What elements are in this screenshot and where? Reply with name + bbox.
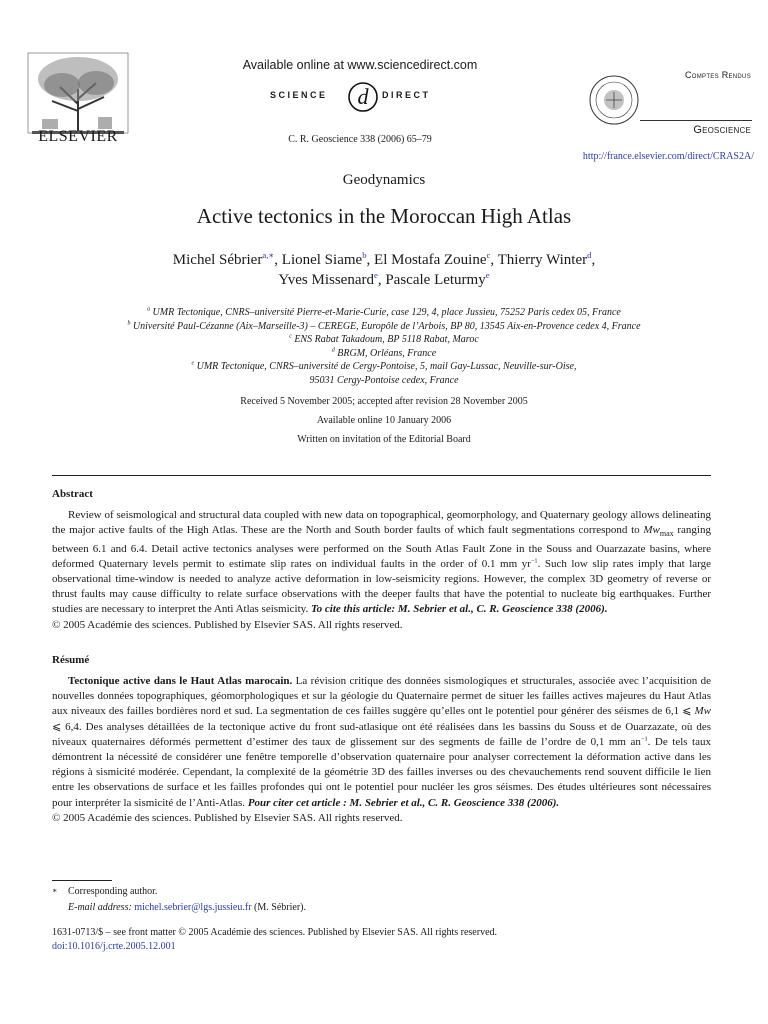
author-name: Lionel Siame [281,252,363,268]
section-label: Geodynamics [342,172,426,188]
author-affiliation-link[interactable]: e [485,270,490,280]
author-name: Yves Missenard [278,272,374,288]
received-dates: Received 5 November 2005; accepted after revision 28 November 2005 [240,396,528,407]
footnote-divider [52,880,112,881]
affiliation-item: 95031 Cergy-Pontoise cedex, France [309,374,459,386]
sciencedirect-at-logo [270,80,460,114]
authors-line-1: Michel Sébrier$^{a,∗}$, Lionel Siame$^b$, El Mostafa Zouine$^c$, Thierry Winter$^d$, [172,250,596,268]
header-divider [52,475,711,476]
affiliation-item: $^e$ UMR Tectonique, CNRS–université de Cergy-Pontoise, 5, mail Gay-Lussac, Neuville-sur-Oise, [191,360,577,372]
affiliation-item: $^c$ ENS Rabat Takadoum, BP 5118 Rabat, Maroc [289,333,479,345]
comptes-rendus-subtitle: Geoscience [693,124,751,136]
email-note: E-mail address: michel.sebrier@lgs.jussieu.fr (M. Sébrier). [68,902,306,913]
svg-text:d: d [357,84,369,109]
resume-title-fr: Tectonique active dans le Haut Atlas marocain. [68,675,293,687]
authors-line-2: Yves Missenard$^e$, Pascale Leturmy$^e$ [278,270,490,288]
abstract-heading: Abstract [52,488,93,500]
author-name: Michel Sébrier [172,252,263,268]
issn-line: 1631-0713/$ – see front matter © 2005 Académie des sciences. Published by Elsevier SAS. All rights reserved. [52,927,498,938]
author-name: El Mostafa Zouine [374,252,487,268]
journal-url-link[interactable]: http://france.elsevier.com/direct/CRAS2A/ [582,151,754,162]
resume-citation: Pour citer cet article : M. Sebrier et al., C. R. Geoscience 338 (2006). [247,796,560,809]
invitation-note: Written on invitation of the Editorial Board [297,434,471,445]
sd-logo-left: SCIENCE [270,90,328,100]
abstract-copyright: © 2005 Académie des sciences. Published by Elsevier SAS. All rights reserved. [52,618,403,631]
article-title: Active tectonics in the Moroccan High Atlas [196,204,572,228]
author-affiliation-link[interactable]: e [373,270,378,280]
corresponding-author-note: ∗ Corresponding author. [52,886,158,897]
abstract-citation: To cite this article: M. Sebrier et al., C. R. Geoscience 338 (2006). [310,603,608,616]
sd-logo-right: DIRECT [382,90,431,100]
author-affiliation-link[interactable]: d [587,250,592,260]
author-affiliation-link[interactable]: c [486,250,491,260]
doi-link[interactable]: doi:10.1016/j.crte.2005.12.001 [52,941,176,952]
resume-body: Tectonique active dans le Haut Atlas marocain. La révision critique des données sismologiques et structurales, associée avec l’acquisition de nouvelles données topographiques, géomorphologiques et sur la géologie du Quaternaire permet de situer les failles actives majeures du Haut Atlas aux niveaux des failles bordières nord et sud. La segmentation de ces failles suggère qu’elles ont le potentiel pour générer des séismes de 6,1 ⩽ Mw ⩽ 6,4. Des analyses détaillées de la tectonique active du front sud-atlasique ont été réalisées dans les bassins du Souss et de Ouarzazate, où des niveaux quaternaires déformés permettent d’estimer des taux de glissement sur des segments de faille de l’ordre de 0,1 mm $an^{-1}$. De tels taux démontrent la nécessité de considérer une fenêtre temporelle d’observation quaternaire pour analyser correctement la déformation active dans les régions à sismicité modérée. Cependant, la complexité de la géométrie 3D des failles inverses ou des chevauchements rend souvent difficile le lien entre les observations de surface et les failles profondes qui ont le potentiel pour nucléer les gros séismes. Des études ultérieures sont nécessaires pour interpréter la sismicité de l’Anti-Atlas. Pour citer cet article : M. Sebrier et al., C. R. Geoscience 338 (2006). © 2005 Académie des sciences. Published by Elsevier SAS. All rights reserved. [52,674,711,826]
affiliations [40,306,728,387]
author-email-link[interactable]: michel.sebrier@lgs.jussieu.fr [134,902,252,913]
author-name: Thierry Winter [497,252,588,268]
author-name: Pascale Leturmy [385,272,486,288]
author-affiliation-link[interactable]: a,∗ [262,250,275,260]
available-date: Available online 10 January 2006 [316,415,452,426]
affiliation-item: $^b$ Université Paul-Cézanne (Aix–Marseille-3) – CEREGE, Europôle de l’Arbois, BP 80, 13545 Aix-en-Provence cedex 4, France [127,320,641,332]
resume-heading: Résumé [52,654,90,666]
academie-seal-logo [588,70,640,130]
at-symbol-icon [346,80,380,114]
affiliation-item: $^a$ UMR Tectonique, CNRS–université Pierre-et-Marie-Curie, case 129, 4, place Jussieu, 75252 Paris cedex 05, France [147,306,621,318]
affiliation-item: $^d$ BRGM, Orléans, France [331,347,437,359]
publisher-wordmark: ELSEVIER [38,128,118,145]
abstract-body: Review of seismological and structural data coupled with new data on topographical, geomorphology, and Quaternary geology allows delineating the major active faults of the High Atlas. These are the North and South border faults of which fault segmentations correspond to $Mw_{max}$ ranging between 6.1 and 6.4. Detail active tectonics analyses were performed on the South Atlas Fault Zone in the Souss and Ouarzazate basins, where deformed Quaternary levels permit to estimate slip rates on individual faults in the order of 0.1 mm $yr^{-1}$. Such low slip rates imply that large observational time-window is needed to analyze active deformation in low-seismicity regions. However, the complex 3D geometry of reverse or thrust faults may cause difficulty to relate surface observations with the deeper faults that have the potential to nucleate big earthquakes. Further studies are necessary to interpret the Anti Atlas seismicity. To cite this article: M. Sebrier et al., C. R. Geoscience 338 (2006). © 2005 Académie des sciences. Published by Elsevier SAS. All rights reserved. [52,508,711,633]
journal-reference: C. R. Geoscience 338 (2006) 65–79 [288,134,432,145]
comptes-rendus-divider [640,120,752,121]
available-online-text: Available online at www.sciencedirect.com [242,58,478,72]
resume-copyright: © 2005 Académie des sciences. Published by Elsevier SAS. All rights reserved. [52,811,403,824]
author-affiliation-link[interactable]: b [362,250,367,260]
comptes-rendus-title: Comptes Rendus [684,70,751,80]
